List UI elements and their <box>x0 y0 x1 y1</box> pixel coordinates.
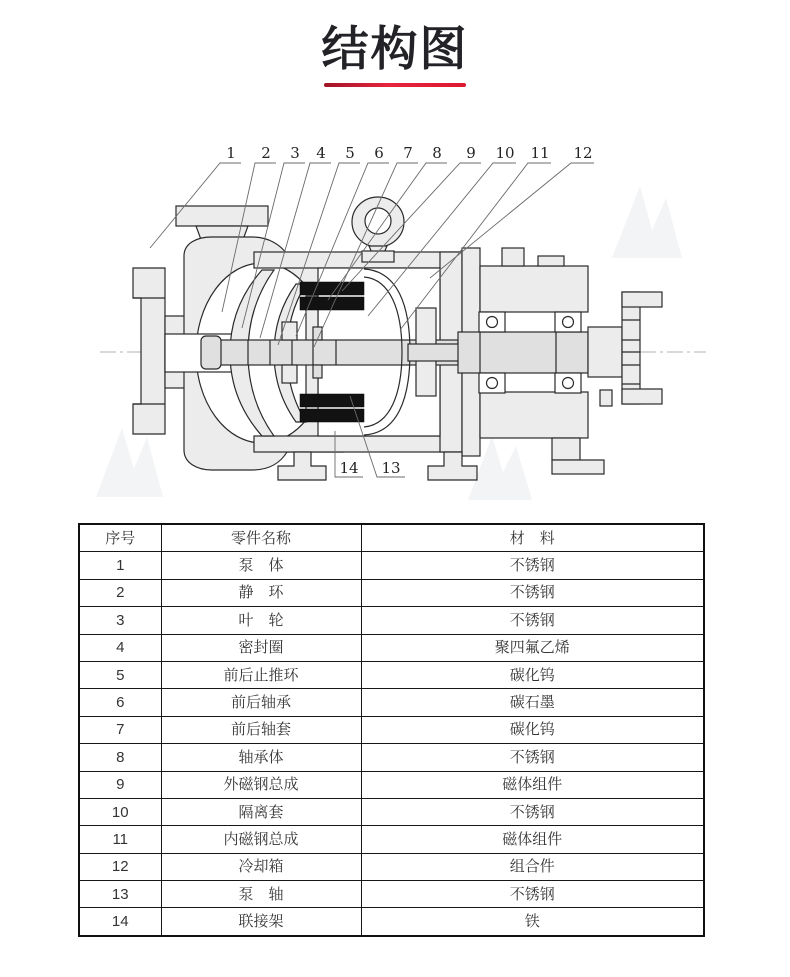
cell-part-name: 轴承体 <box>161 744 361 771</box>
cell-material: 组合件 <box>361 853 704 880</box>
cell-part-name: 泵 体 <box>161 552 361 579</box>
col-header-index: 序号 <box>79 524 161 552</box>
cell-part-name: 内磁钢总成 <box>161 826 361 853</box>
cell-material: 不锈钢 <box>361 552 704 579</box>
pump-structure-diagram <box>90 135 710 500</box>
table-row <box>79 771 704 798</box>
cell-part-name: 密封圈 <box>161 634 361 661</box>
cell-index: 13 <box>79 881 161 908</box>
callout-number: 12 <box>573 144 593 162</box>
table-row <box>79 826 704 853</box>
cell-material: 碳化钨 <box>361 716 704 743</box>
cell-material: 不锈钢 <box>361 744 704 771</box>
callout-number: 1 <box>226 144 236 162</box>
page-title: 结构图 <box>321 22 469 75</box>
cell-index: 10 <box>79 798 161 825</box>
callout-number: 6 <box>374 144 384 162</box>
coupling-flange <box>588 292 662 406</box>
cell-index: 4 <box>79 634 161 661</box>
callout-number: 2 <box>261 144 271 162</box>
cell-part-name: 泵 轴 <box>161 881 361 908</box>
table-row <box>79 579 704 606</box>
cell-material: 聚四氟乙烯 <box>361 634 704 661</box>
table-row <box>79 744 704 771</box>
cell-part-name: 前后止推环 <box>161 661 361 688</box>
cell-material: 铁 <box>361 908 704 936</box>
callout-number: 14 <box>339 459 359 477</box>
cell-part-name: 冷却箱 <box>161 853 361 880</box>
table-row <box>79 881 704 908</box>
cell-material: 磁体组件 <box>361 826 704 853</box>
cell-index: 11 <box>79 826 161 853</box>
parts-table-body <box>79 552 704 936</box>
title-underline-decoration <box>324 83 466 87</box>
cell-material: 不锈钢 <box>361 798 704 825</box>
table-row <box>79 552 704 579</box>
table-row <box>79 661 704 688</box>
callout-number: 10 <box>495 144 515 162</box>
cell-part-name: 联接架 <box>161 908 361 936</box>
table-row <box>79 798 704 825</box>
cell-material: 磁体组件 <box>361 771 704 798</box>
callout-number: 4 <box>316 144 326 162</box>
parts-table <box>78 523 705 937</box>
table-header-row <box>79 524 704 552</box>
callout-number: 11 <box>530 144 550 162</box>
cell-material: 不锈钢 <box>361 881 704 908</box>
table-row <box>79 634 704 661</box>
table-row <box>79 716 704 743</box>
cell-index: 12 <box>79 853 161 880</box>
cell-material: 不锈钢 <box>361 607 704 634</box>
callout-number: 13 <box>381 459 401 477</box>
callout-number: 5 <box>345 144 355 162</box>
cell-part-name: 外磁钢总成 <box>161 771 361 798</box>
table-row <box>79 853 704 880</box>
cell-part-name: 叶 轮 <box>161 607 361 634</box>
cell-index: 9 <box>79 771 161 798</box>
cell-index: 8 <box>79 744 161 771</box>
cell-index: 5 <box>79 661 161 688</box>
callout-number: 9 <box>466 144 476 162</box>
cell-material: 碳化钨 <box>361 661 704 688</box>
callout-number: 3 <box>290 144 300 162</box>
cell-index: 7 <box>79 716 161 743</box>
support-feet <box>278 452 477 480</box>
cell-part-name: 前后轴套 <box>161 716 361 743</box>
cell-index: 3 <box>79 607 161 634</box>
cell-part-name: 隔离套 <box>161 798 361 825</box>
table-row <box>79 607 704 634</box>
table-row <box>79 689 704 716</box>
callout-number: 8 <box>432 144 442 162</box>
callout-number: 7 <box>403 144 413 162</box>
cell-part-name: 前后轴承 <box>161 689 361 716</box>
cell-material: 碳石墨 <box>361 689 704 716</box>
col-header-material: 材 料 <box>361 524 704 552</box>
cell-material: 不锈钢 <box>361 579 704 606</box>
cell-index: 1 <box>79 552 161 579</box>
cell-index: 6 <box>79 689 161 716</box>
col-header-part-name: 零件名称 <box>161 524 361 552</box>
table-row <box>79 908 704 936</box>
cell-index: 2 <box>79 579 161 606</box>
cell-index: 14 <box>79 908 161 936</box>
cell-part-name: 静 环 <box>161 579 361 606</box>
